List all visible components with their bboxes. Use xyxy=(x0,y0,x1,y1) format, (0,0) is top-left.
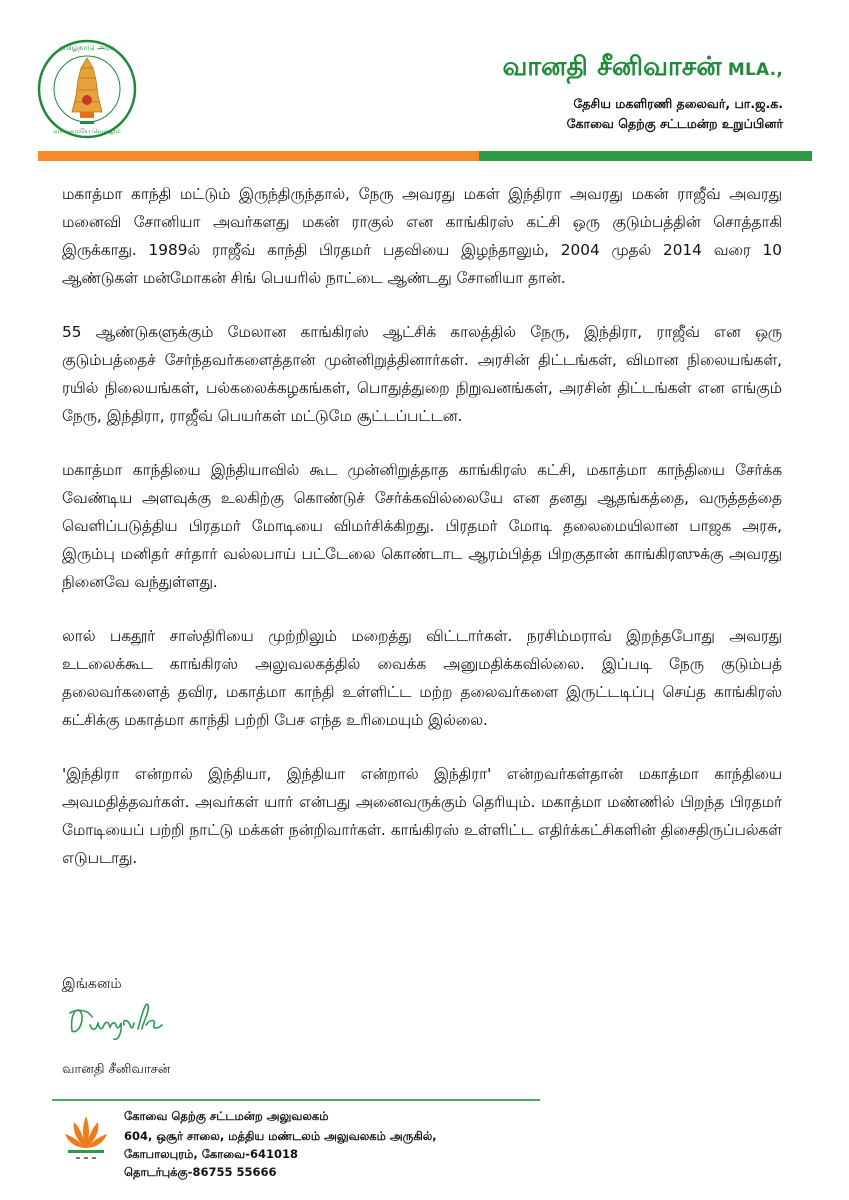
office-phone: தொடர்புக்கு-86755 55666 xyxy=(124,1165,277,1179)
paragraph-3: மகாத்மா காந்தியை இந்தியாவில் கூட முன்னிறுத்தாத காங்கிரஸ் கட்சி, மகாத்மா காந்தியை சேர்க்க வேண்டிய அளவுக்கு உலகிற்கு கொண்டுச் சேர்க்கவில்லையே என தனது ஆதங்கத்தை, வருத்தத்தை வெளிப்படுத்திய பிரதமர் மோடியை விமர்சிக்கிறது. பிரதமர் மோடி தலைமையிலான பாஜக அரசு, இரும்பு மனிதர் சர்தார் வல்லபாய் பட்டேலை கொண்டாட ஆரம்பித்த பிறகுதான் காங்கிரஸுக்கு அவரது நினைவே வந்துள்ளது. xyxy=(62,461,782,591)
lotus-icon xyxy=(62,1108,110,1170)
tricolor-divider xyxy=(38,151,812,161)
signer-name: வானதி சீனிவாசன் xyxy=(62,1062,171,1077)
handwritten-signature xyxy=(66,995,176,1045)
divider-green xyxy=(479,151,812,161)
paragraph-2: 55 ஆண்டுகளுக்கும் மேலான காங்கிரஸ் ஆட்சிக் காலத்தில் நேரு, இந்திரா, ராஜீவ் என ஒரு குடும்பத்தைச் சேர்ந்தவர்களைத்தான் முன்னிறுத்தினார்கள். அரசின் திட்டங்கள், விமான நிலையங்கள், ரயில் நிலையங்கள், பல்கலைக்கழகங்கள், பொதுத்துறை நிறுவனங்கள், அரசின் திட்டங்கள் என எங்கும் நேரு, இந்திரா, ராஜீவ் பெயர்கள் மட்டுமே சூட்டப்பட்டன. xyxy=(62,323,782,425)
office-name: கோவை தெற்கு சட்டமன்ற அலுவலகம் xyxy=(124,1109,329,1123)
emblem-ring-text: தமிழ்நாடு அரசு xyxy=(58,43,116,52)
divider-orange xyxy=(38,151,479,161)
constituency-line: கோவை தெற்கு சட்டமன்ற உறுப்பினர் xyxy=(566,116,783,131)
letter-body xyxy=(62,180,782,898)
designation-line: தேசிய மகளிரணி தலைவர், பா.ஜ.க. xyxy=(573,96,783,111)
office-city: கோபாலபுரம், கோவை-641018 xyxy=(124,1147,298,1161)
office-address-line: 604, ஒசூர் சாலை, மத்திய மண்டலம் அலுவலகம் அருகில், xyxy=(124,1129,437,1143)
paragraph-4: லால் பகதூர் சாஸ்திரியை முற்றிலும் மறைத்து விட்டார்கள். நரசிம்மராவ் இறந்தபோது அவரது உடலைக்கூட காங்கிரஸ் அலுவலகத்தில் வைக்க அனுமதிக்கவில்லை. இப்படி நேரு குடும்பத் தலைவர்களைத் தவிர, மகாத்மா காந்தி உள்ளிட்ட மற்ற தலைவர்களை இருட்டடிப்பு செய்த காங்கிரஸ் கட்சிக்கு மகாத்மா காந்தி பற்றி பேச எந்த உரிமையும் இல்லை. xyxy=(62,627,782,729)
letterhead-name xyxy=(502,52,783,85)
closing-regards: இங்கனம் xyxy=(62,976,122,992)
name-text: வானதி சீனிவாசன் xyxy=(502,52,722,82)
tamil-nadu-emblem xyxy=(36,38,138,140)
emblem-motto: வாய்மையே வெல்லும் xyxy=(53,127,121,135)
paragraph-1: மகாத்மா காந்தி மட்டும் இருந்திருந்தால், நேரு அவரது மகள் இந்திரா அவரது மகன் ராஜீவ் அவரது மனைவி சோனியா அவர்களது மகன் ராகுல் என காங்கிரஸ் கட்சி ஒரு குடும்பத்தின் சொத்தாகி இருக்காது. 1989ல் ராஜீவ் காந்தி பிரதமர் பதவியை இழந்தாலும், 2004 முதல் 2014 வரை 10 ஆண்டுகள் மன்மோகன் சிங் பெயரில் நாட்டை ஆண்டது சோனியா தான். xyxy=(62,185,782,287)
footer-divider xyxy=(52,1099,540,1101)
name-suffix: MLA., xyxy=(727,60,783,80)
paragraph-5: 'இந்திரா என்றால் இந்தியா, இந்தியா என்றால் இந்திரா' என்றவர்கள்தான் மகாத்மா காந்தியை அவமதித்தவர்கள். அவர்கள் யார் என்பது அனைவருக்கும் தெரியும். மகாத்மா மண்ணில் பிறந்த பிரதமர் மோடியைப் பற்றி நாட்டு மக்கள் நன்றிவார்கள். காங்கிரஸ் உள்ளிட்ட எதிர்க்கட்சிகளின் திசைதிருப்பல்கள் எடுபடாது. xyxy=(62,765,782,867)
